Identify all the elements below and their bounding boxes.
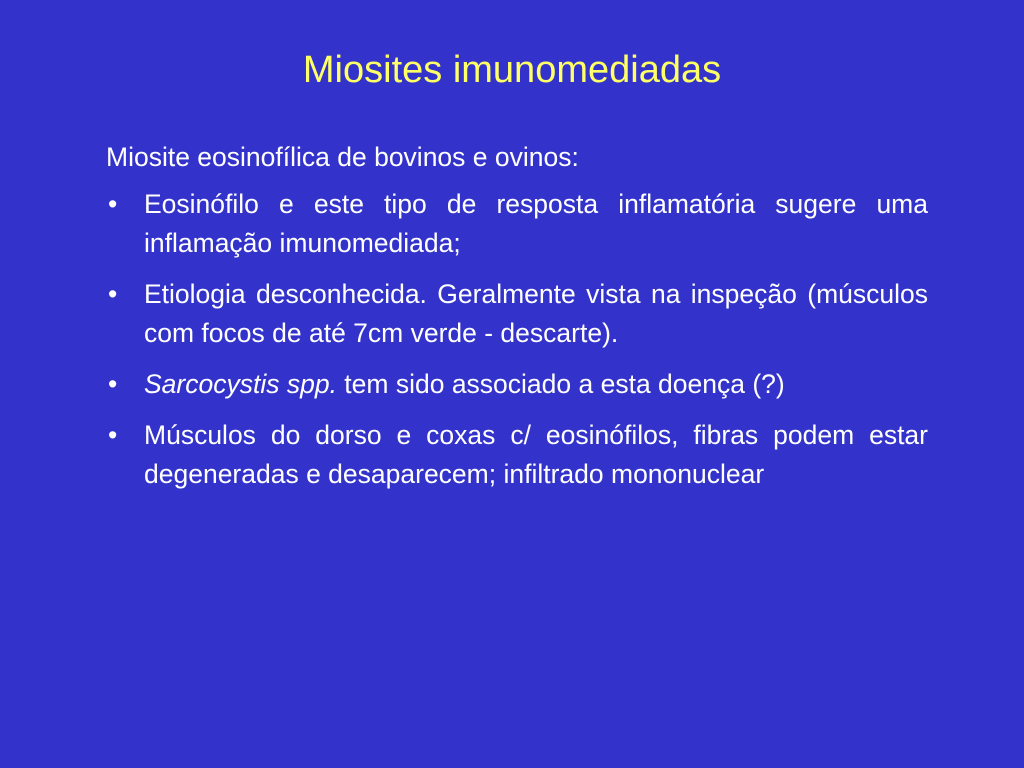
bullet-icon: • xyxy=(108,369,118,399)
bullet-item xyxy=(106,185,928,263)
bullet-item xyxy=(106,365,928,404)
bullet-list xyxy=(106,185,928,494)
bullet-icon: • xyxy=(108,189,118,219)
slide-title: Miosites imunomediadas xyxy=(302,49,722,91)
bullet-icon: • xyxy=(108,420,118,450)
bullet-item xyxy=(106,416,928,494)
bullet-item xyxy=(106,275,928,353)
species-name: Sarcocystis spp. xyxy=(144,369,337,399)
intro-text: Miosite eosinofílica de bovinos e ovinos: xyxy=(106,142,579,172)
bullet-text: Eosinófilo e este tipo de resposta inflamatória sugere uma inflamação imunomediada; xyxy=(144,189,928,258)
bullet-text: Etiologia desconhecida. Geralmente vista na inspeção (músculos com focos de até 7cm verde - descarte). xyxy=(144,279,928,348)
bullet-text: Músculos do dorso e coxas c/ eosinófilos, fibras podem estar degeneradas e desaparecem; infiltrado mononuclear xyxy=(144,420,928,489)
slide-content xyxy=(106,138,928,506)
bullet-text: tem sido associado a esta doença (?) xyxy=(336,369,785,399)
bullet-icon: • xyxy=(108,279,118,309)
